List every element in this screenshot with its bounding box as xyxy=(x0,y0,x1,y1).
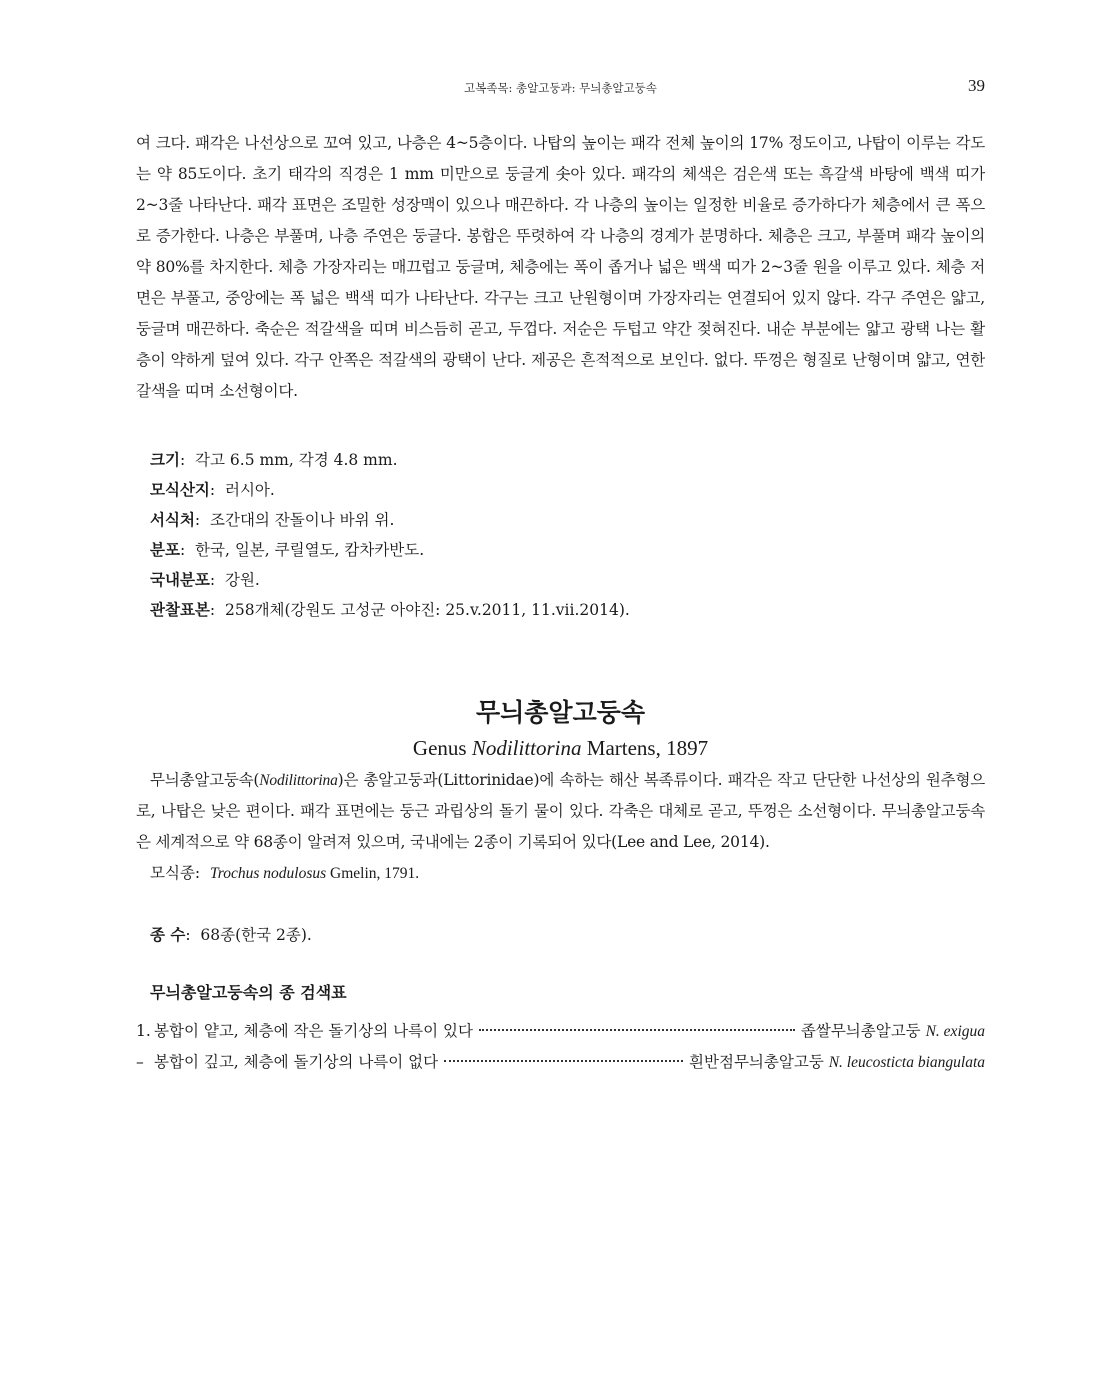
type-species xyxy=(136,858,985,889)
page-content xyxy=(136,128,985,1078)
field-label: 서식처 xyxy=(150,510,195,529)
subtitle-genus-name: Nodilittorina xyxy=(471,736,582,760)
species-count: 종 수: 68종(한국 2종). xyxy=(150,925,312,944)
key-result-korean: 좁쌀무늬총알고둥 xyxy=(800,1022,926,1040)
key-text: 봉합이 얕고, 체층에 작은 돌기상의 나륵이 있다 xyxy=(154,1022,473,1040)
field-habitat: 서식처: 조간대의 잔돌이나 바위 위. xyxy=(150,510,395,529)
field-value: 강원. xyxy=(224,571,260,589)
desc-part: )은 총알고둥과(Littorinidae)에 속하는 해산 복족류이다. 패각은 작고 단단한 나선상의 원추형으로, 나탑은 낮은 편이다. 패각 표면에는 둥근 과립상의 돌기 물이 있다. 각축은 대체로 곧고, 뚜껑은 소선형이다. 무늬총알고둥속은 세계적으로 약 68종이 알려져 있으며, 국내에는 2종이 기록되어 있다(Lee and Lee, 2014). xyxy=(136,771,985,851)
field-value: 258개체(강원도 고성군 아야진: 25.v.2011, 11.vii.2014). xyxy=(224,601,630,619)
count-value: 68종(한국 2종). xyxy=(200,926,312,944)
field-specimens: 관찰표본: 258개체(강원도 고성군 아야진: 25.v.2011, 11.vii.2014). xyxy=(150,600,630,619)
running-head: 고복족목: 총알고둥과: 무늬총알고둥속 xyxy=(464,81,657,95)
key-number: 1. xyxy=(136,1022,151,1040)
species-fields xyxy=(136,445,985,625)
genus-subtitle xyxy=(136,731,985,765)
continued-description: 여 크다. 패각은 나선상으로 꼬여 있고, 나층은 4~5층이다. 나탑의 높이는 패각 전체 높이의 17% 정도이고, 나탑이 이루는 각도는 약 85도이다. 초기 태각의 직경은 1 mm 미만으로 둥글게 솟아 있다. 패각의 체색은 검은색 또는 흑갈색 바탕에 백색 띠가 2~3줄 나타난다. 패각 표면은 조밀한 성장맥이 있으나 매끈하다. 각 나층의 높이는 일정한 비율로 증가하다가 체층에서 큰 폭으로 증가한다. 나층은 부풀며, 나층 주연은 둥글다. 봉합은 뚜렷하여 각 나층의 경계가 분명하다. 체층은 크고, 부풀며 패각 높이의 약 80%를 차지한다. 체층 가장자리는 매끄럽고 둥글며, 체층에는 폭이 좁거나 넓은 백색 띠가 2~3줄 원을 이루고 있다. 체층 저면은 부풀고, 중앙에는 폭 넓은 백색 띠가 나타난다. 각구는 크고 난원형이며 가장자리는 연결되어 있지 않다. 각구 주연은 얇고, 둥글며 매끈하다. 축순은 적갈색을 띠며 비스듬히 곧고, 두껍다. 저순은 두텁고 약간 젖혀진다. 내순 부분에는 얇고 광택 나는 활층이 약하게 덮여 있다. 각구 안쪽은 적갈색의 광택이 난다. 제공은 흔적적으로 보인다. 없다. 뚜껑은 형질로 난형이며 얇고, 연한 갈색을 띠며 소선형이다. xyxy=(136,134,985,400)
field-distribution: 분포: 한국, 일본, 쿠릴열도, 캄차카반도. xyxy=(150,540,425,559)
type-label: 모식종: xyxy=(150,864,206,882)
desc-part: 무늬총알고둥속( xyxy=(150,771,260,789)
field-value: 러시아. xyxy=(224,481,275,499)
key-result-latin: N. exigua xyxy=(925,1023,985,1040)
field-label: 크기 xyxy=(150,450,180,469)
key-result-latin: N. leucosticta biangulata xyxy=(828,1054,985,1071)
field-label: 모식산지 xyxy=(150,480,210,499)
key-result xyxy=(801,1016,985,1047)
key-result xyxy=(689,1047,985,1078)
field-label: 국내분포 xyxy=(150,570,210,589)
subtitle-author: Martens, 1897 xyxy=(581,736,709,760)
key-row xyxy=(136,1047,985,1078)
key-number: – xyxy=(136,1053,144,1071)
key-result-korean: 흰반점무늬총알고둥 xyxy=(689,1053,829,1071)
field-domestic-distribution: 국내분포: 강원. xyxy=(150,570,260,589)
field-value: 조간대의 잔돌이나 바위 위. xyxy=(210,511,395,529)
field-label: 분포 xyxy=(150,540,180,559)
key-text: 봉합이 깊고, 체층에 돌기상의 나륵이 없다 xyxy=(154,1053,439,1071)
field-value: 한국, 일본, 쿠릴열도, 캄차카반도. xyxy=(195,541,425,559)
field-value: 각고 6.5 mm, 각경 4.8 mm. xyxy=(195,451,398,469)
count-label: 종 수 xyxy=(150,925,186,944)
page-header xyxy=(136,76,985,100)
subtitle-prefix: Genus xyxy=(412,736,472,760)
key-heading: 무늬총알고둥속의 종 검색표 xyxy=(150,983,347,1002)
type-species-name: Trochus nodulosus xyxy=(210,865,327,882)
key-leader-dots xyxy=(444,1060,683,1062)
identification-key xyxy=(136,1016,985,1078)
page-number: 39 xyxy=(968,76,985,95)
genus-description xyxy=(136,765,985,858)
field-size: 크기: 각고 6.5 mm, 각경 4.8 mm. xyxy=(150,450,398,469)
key-row xyxy=(136,1016,985,1047)
field-type-locality: 모식산지: 러시아. xyxy=(150,480,275,499)
key-leader-dots xyxy=(479,1029,795,1031)
field-label: 관찰표본 xyxy=(150,600,210,619)
desc-genus-name: Nodilittorina xyxy=(259,772,338,789)
type-author: Gmelin, 1791. xyxy=(326,865,420,882)
genus-title: 무늬총알고둥속 xyxy=(475,698,646,727)
